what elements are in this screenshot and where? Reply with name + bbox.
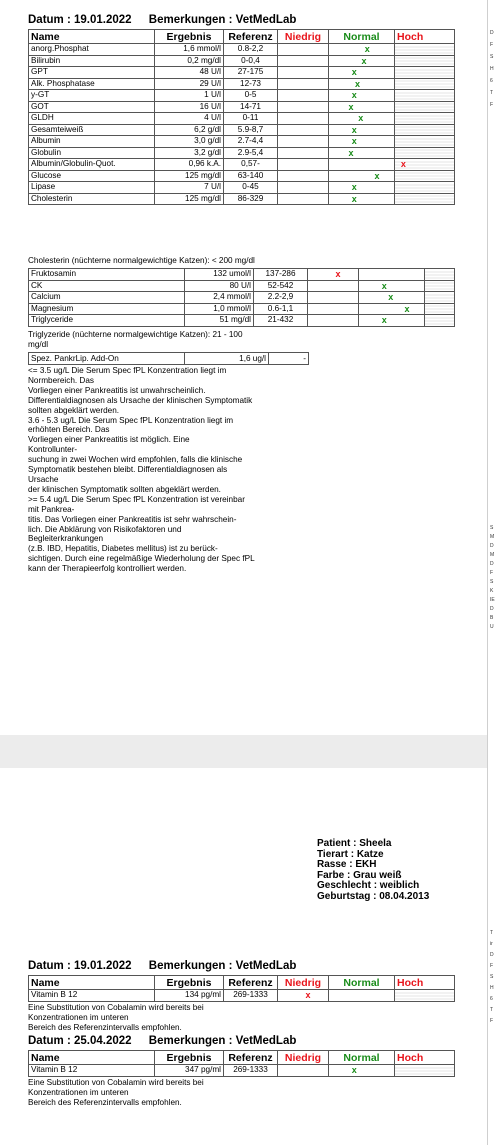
addon-text-line: 3.6 - 5.3 ug/L Die Serum Spec fPL Konzentration liegt im xyxy=(28,415,234,425)
vitb12-note-line: Konzentrationen im unteren xyxy=(28,1087,129,1097)
patient-info xyxy=(317,839,429,903)
table-row xyxy=(29,170,455,182)
table-header-row xyxy=(29,976,455,990)
lab-results-table-2 xyxy=(28,268,455,327)
row-name: Globulin xyxy=(29,147,155,159)
column-header-normal: Normal xyxy=(329,1051,395,1065)
row-flag-hoch xyxy=(425,269,455,281)
result-flag-mark: x xyxy=(351,182,357,192)
vitb12-note-1 xyxy=(28,1003,313,1033)
row-referenz: 2.9-5,4 xyxy=(224,147,278,159)
row-flag-hoch xyxy=(395,136,455,148)
column-header-ergebnis: Ergebnis xyxy=(155,1051,224,1065)
row-flag-hoch xyxy=(395,67,455,79)
row-flag-normal xyxy=(359,292,425,304)
row-name: y-GT xyxy=(29,90,155,102)
addon-name: Spez. PankrLip. Add-On xyxy=(29,353,185,365)
row-flag-normal xyxy=(329,159,395,171)
result-flag-mark: x xyxy=(351,1065,357,1075)
row-name: CK xyxy=(29,280,185,292)
addon-text-line: Ursache xyxy=(28,474,59,484)
row-flag-niedrig xyxy=(308,315,359,327)
table-row xyxy=(29,113,455,125)
vitb12-table-1 xyxy=(28,975,455,1002)
edge-letter: T xyxy=(490,1007,494,1013)
row-ergebnis: 51 mg/dl xyxy=(185,315,254,327)
addon-text-line: lich. Die Abklärung von Risikofaktoren und xyxy=(28,524,182,534)
addon-text-line: suchung in zwei Wochen wird empfohlen, falls die klinische xyxy=(28,455,243,465)
result-flag-mark: x xyxy=(355,78,361,89)
row-ergebnis: 0,2 mg/dl xyxy=(155,55,224,67)
result-flag-mark: x xyxy=(335,269,341,279)
row-ergebnis: 134 pg/ml xyxy=(155,990,224,1002)
edge-letter: D xyxy=(490,561,494,567)
row-name: Calcium xyxy=(29,292,185,304)
edge-letter: T xyxy=(490,90,494,96)
row-flag-normal xyxy=(329,990,395,1002)
column-header-hoch: Hoch xyxy=(395,30,455,44)
row-ergebnis: 80 U/l xyxy=(185,280,254,292)
row-referenz: 12-73 xyxy=(224,78,278,90)
row-referenz: 0-0,4 xyxy=(224,55,278,67)
row-flag-niedrig xyxy=(278,182,329,194)
table-row xyxy=(29,315,455,327)
row-referenz: 5.9-8,7 xyxy=(224,124,278,136)
table-row xyxy=(29,147,455,159)
row-name: Albumin xyxy=(29,136,155,148)
result-flag-mark: x xyxy=(361,55,367,66)
patient-birthday: Geburtstag : 08.04.2013 xyxy=(317,890,430,902)
row-name: Glucose xyxy=(29,170,155,182)
row-referenz: 0.6-1,1 xyxy=(254,303,308,315)
edge-letter: H xyxy=(490,985,494,991)
row-flag-hoch xyxy=(395,101,455,113)
row-flag-hoch xyxy=(395,113,455,125)
result-flag-mark: x xyxy=(400,159,406,169)
result-flag-mark: x xyxy=(351,193,357,204)
edge-letter: U xyxy=(490,624,494,630)
row-flag-hoch xyxy=(425,315,455,327)
edge-letter: D xyxy=(490,952,494,958)
row-flag-normal xyxy=(329,193,395,205)
column-header-name: Name xyxy=(29,1051,155,1065)
row-ergebnis: 1,6 mmol/l xyxy=(155,44,224,56)
result-flag-mark: x xyxy=(358,113,364,123)
triglyceride-note xyxy=(28,330,313,350)
row-name: GLDH xyxy=(29,113,155,125)
row-ergebnis: 347 pg/ml xyxy=(155,1065,224,1077)
row-referenz: 269-1333 xyxy=(224,1065,278,1077)
column-header-normal: Normal xyxy=(329,976,395,990)
addon-interpretation-text xyxy=(28,366,313,574)
row-flag-niedrig xyxy=(278,1065,329,1077)
row-referenz: 0,57- xyxy=(224,159,278,171)
table-row xyxy=(29,136,455,148)
cholesterin-note: Cholesterin (nüchterne normalgewichtige Katzen): < 200 mg/dl xyxy=(28,256,255,265)
row-ergebnis: 16 U/l xyxy=(155,101,224,113)
edge-letter: F xyxy=(490,963,494,969)
table-row xyxy=(29,124,455,136)
column-header-niedrig: Niedrig xyxy=(278,976,329,990)
result-flag-mark: x xyxy=(388,292,394,302)
edge-letter: 6 xyxy=(490,78,493,84)
table-header-row xyxy=(29,30,455,44)
vitb12-note-line: Eine Substitution von Cobalamin wird bereits bei xyxy=(28,1078,204,1087)
edge-letter: T xyxy=(490,930,494,936)
patient-species: Tierart : Katze xyxy=(317,848,384,860)
addon-text-line: Normbereich. Das xyxy=(28,375,94,385)
addon-text-line: (z.B. IBD, Hepatitis, Diabetes mellitus) ist zu berück- xyxy=(28,544,218,554)
row-flag-normal xyxy=(329,136,395,148)
row-ergebnis: 125 mg/dl xyxy=(155,170,224,182)
row-flag-normal xyxy=(329,170,395,182)
row-ergebnis: 3,2 g/dl xyxy=(155,147,224,159)
table-row xyxy=(29,67,455,79)
row-flag-hoch xyxy=(395,78,455,90)
row-ergebnis: 125 mg/dl xyxy=(155,193,224,205)
column-header-name: Name xyxy=(29,30,155,44)
addon-text-line: <= 3.5 ug/L Die Serum Spec fPL Konzentration liegt im xyxy=(28,366,227,375)
row-flag-hoch xyxy=(425,303,455,315)
patient-name: Patient : Sheela xyxy=(317,838,392,849)
result-flag-mark: x xyxy=(305,990,311,1000)
table-row xyxy=(29,44,455,56)
remarks-label: Bemerkungen : VetMedLab xyxy=(148,1035,297,1047)
row-name: Triglyceride xyxy=(29,315,185,327)
vitb12-table-2 xyxy=(28,1050,455,1077)
result-flag-mark: x xyxy=(381,280,387,291)
row-flag-normal xyxy=(329,147,395,159)
row-name: GOT xyxy=(29,101,155,113)
row-flag-normal xyxy=(329,67,395,79)
addon-table xyxy=(28,352,309,365)
row-referenz: 14-71 xyxy=(224,101,278,113)
date-label: Datum : 19.01.2022 xyxy=(28,14,132,26)
result-flag-mark: x xyxy=(351,67,357,77)
table-row xyxy=(29,280,455,292)
table-row xyxy=(29,90,455,102)
edge-letter: 6 xyxy=(490,996,493,1002)
adjacent-page-edge xyxy=(487,0,499,1145)
addon-value: 1,6 ug/l xyxy=(185,353,269,365)
column-header-name: Name xyxy=(29,976,155,990)
result-flag-mark: x xyxy=(364,44,370,54)
addon-text-line: Symptomatik bestehen bleibt. Differentialdiagnosen als xyxy=(28,465,228,475)
row-flag-normal xyxy=(329,124,395,136)
table-row xyxy=(29,182,455,194)
column-header-hoch: Hoch xyxy=(395,976,455,990)
result-flag-mark: x xyxy=(348,147,354,158)
vitb12-note-line: Bereich des Referenzintervalls empfohlen. xyxy=(28,1022,182,1032)
row-referenz: 86-329 xyxy=(224,193,278,205)
row-name: Lipase xyxy=(29,182,155,194)
addon-text-line: Kontrollunter- xyxy=(28,445,78,455)
row-flag-hoch xyxy=(395,124,455,136)
row-ergebnis: 0,96 k.A. xyxy=(155,159,224,171)
column-header-niedrig: Niedrig xyxy=(278,1051,329,1065)
row-ergebnis: 2,4 mmol/l xyxy=(185,292,254,304)
row-flag-niedrig xyxy=(308,303,359,315)
vitb12-note-2 xyxy=(28,1078,313,1108)
row-flag-normal xyxy=(329,113,395,125)
row-referenz: 27-175 xyxy=(224,67,278,79)
column-header-referenz: Referenz xyxy=(224,976,278,990)
row-flag-normal xyxy=(329,44,395,56)
row-name: Magnesium xyxy=(29,303,185,315)
table-row xyxy=(29,303,455,315)
patient-sex: Geschlecht : weiblich xyxy=(317,880,420,892)
row-flag-niedrig xyxy=(308,292,359,304)
row-flag-normal xyxy=(329,90,395,102)
addon-text-line: Vorliegen einer Pankreatitis ist unwahrscheinlich. xyxy=(28,385,206,395)
table-row xyxy=(29,990,455,1002)
row-flag-niedrig xyxy=(278,101,329,113)
edge-letter: S xyxy=(490,54,494,60)
table-row xyxy=(29,269,455,281)
addon-text-line: sollten abgeklärt werden. xyxy=(28,405,120,415)
row-name: anorg.Phosphat xyxy=(29,44,155,56)
row-name: GPT xyxy=(29,67,155,79)
row-flag-niedrig xyxy=(278,90,329,102)
row-flag-normal xyxy=(329,101,395,113)
row-ergebnis: 6,2 g/dl xyxy=(155,124,224,136)
edge-letter: D xyxy=(490,606,494,612)
addon-text-line: mit Pankrea- xyxy=(28,504,75,514)
patient-breed: Rasse : EKH xyxy=(317,859,377,871)
row-ergebnis: 48 U/l xyxy=(155,67,224,79)
report-header-vitb12-1 xyxy=(28,960,296,972)
row-referenz: 2.7-4,4 xyxy=(224,136,278,148)
addon-text-line: Differentialdiagnosen als Ursache der klinischen Symptomatik xyxy=(28,395,253,405)
row-flag-hoch xyxy=(395,1065,455,1077)
row-flag-niedrig xyxy=(278,113,329,125)
row-flag-niedrig xyxy=(278,55,329,67)
row-referenz: 52-542 xyxy=(254,280,308,292)
row-name: Cholesterin xyxy=(29,193,155,205)
row-flag-hoch xyxy=(395,90,455,102)
row-flag-niedrig xyxy=(278,990,329,1002)
remarks-label: Bemerkungen : VetMedLab xyxy=(148,960,297,972)
row-referenz: 63-140 xyxy=(224,170,278,182)
edge-letter: F xyxy=(490,102,494,108)
row-name: Fruktosamin xyxy=(29,269,185,281)
patient-color: Farbe : Grau weiß xyxy=(317,869,402,881)
edge-letter: F xyxy=(490,570,494,576)
row-flag-hoch xyxy=(425,280,455,292)
row-flag-niedrig xyxy=(278,136,329,148)
result-flag-mark: x xyxy=(374,170,380,181)
row-name: Vitamin B 12 xyxy=(29,990,155,1002)
edge-letter: B xyxy=(490,615,494,621)
row-flag-normal xyxy=(359,269,425,281)
row-flag-normal xyxy=(329,1065,395,1077)
row-ergebnis: 3,0 g/dl xyxy=(155,136,224,148)
addon-text-line: Vorliegen einer Pankreatitis ist möglich. Eine xyxy=(28,435,190,445)
row-referenz: 0-5 xyxy=(224,90,278,102)
result-flag-mark: x xyxy=(348,101,354,112)
row-flag-niedrig xyxy=(278,159,329,171)
report-header-vitb12-2 xyxy=(28,1035,296,1047)
edge-letter: M xyxy=(490,534,495,540)
addon-text-line: der klinischen Symptomatik sollten abgeklärt werden. xyxy=(28,484,221,494)
row-ergebnis: 1,0 mmol/l xyxy=(185,303,254,315)
date-label: Datum : 19.01.2022 xyxy=(28,960,132,972)
table-row xyxy=(29,159,455,171)
row-flag-hoch xyxy=(395,55,455,67)
row-referenz: 137-286 xyxy=(254,269,308,281)
vitb12-note-line: Konzentrationen im unteren xyxy=(28,1012,129,1022)
row-flag-hoch xyxy=(395,44,455,56)
column-header-referenz: Referenz xyxy=(224,1051,278,1065)
row-flag-hoch xyxy=(395,159,455,171)
table-row xyxy=(29,1065,455,1077)
addon-text-line: erhöhten Bereich. Das xyxy=(28,425,110,435)
result-flag-mark: x xyxy=(381,315,387,325)
row-ergebnis: 1 U/l xyxy=(155,90,224,102)
row-referenz: 0-45 xyxy=(224,182,278,194)
result-flag-mark: x xyxy=(351,136,357,146)
table-row xyxy=(29,101,455,113)
table-row xyxy=(29,193,455,205)
row-ergebnis: 4 U/l xyxy=(155,113,224,125)
row-flag-niedrig xyxy=(308,269,359,281)
row-flag-niedrig xyxy=(278,124,329,136)
lab-results-table xyxy=(28,29,455,205)
addon-text-line: >= 5.4 ug/L Die Serum Spec fPL Konzentration ist vereinbar xyxy=(28,494,245,504)
row-referenz: 21-432 xyxy=(254,315,308,327)
edge-letter: D xyxy=(490,543,494,549)
column-header-hoch: Hoch xyxy=(395,1051,455,1065)
result-flag-mark: x xyxy=(404,303,410,314)
addon-ref: - xyxy=(269,353,309,365)
row-name: Albumin/Globulin-Quot. xyxy=(29,159,155,171)
row-name: Alk. Phosphatase xyxy=(29,78,155,90)
report-header xyxy=(28,14,296,26)
row-flag-hoch xyxy=(395,182,455,194)
addon-text-line: kann der Therapieerfolg kontrolliert werden. xyxy=(28,564,187,574)
edge-letter: S xyxy=(490,525,494,531)
column-header-ergebnis: Ergebnis xyxy=(155,976,224,990)
row-ergebnis: 7 U/l xyxy=(155,182,224,194)
row-flag-normal xyxy=(359,315,425,327)
table-row xyxy=(29,78,455,90)
vitb12-note-line: Bereich des Referenzintervalls empfohlen. xyxy=(28,1097,182,1107)
row-flag-normal xyxy=(359,303,425,315)
row-flag-hoch xyxy=(425,292,455,304)
column-header-referenz: Referenz xyxy=(224,30,278,44)
edge-letter: ir xyxy=(490,941,493,947)
row-flag-niedrig xyxy=(278,44,329,56)
edge-letter: H xyxy=(490,66,494,72)
row-referenz: 2.2-2,9 xyxy=(254,292,308,304)
date-label: Datum : 25.04.2022 xyxy=(28,1035,132,1047)
table-row xyxy=(29,353,309,365)
row-flag-normal xyxy=(329,55,395,67)
edge-letter: F xyxy=(490,42,494,48)
row-flag-normal xyxy=(329,182,395,194)
page-gap xyxy=(0,735,499,768)
row-ergebnis: 132 umol/l xyxy=(185,269,254,281)
result-flag-mark: x xyxy=(351,90,357,100)
row-flag-hoch xyxy=(395,147,455,159)
edge-letter: K xyxy=(490,588,494,594)
row-flag-hoch xyxy=(395,990,455,1002)
row-flag-niedrig xyxy=(278,170,329,182)
vitb12-note-line: Eine Substitution von Cobalamin wird bereits bei xyxy=(28,1003,204,1012)
row-ergebnis: 29 U/l xyxy=(155,78,224,90)
table-row xyxy=(29,55,455,67)
edge-letter: IE xyxy=(490,597,495,603)
addon-text-line: sichtigen. Durch eine regelmäßige Wiederholung der Spec fPL xyxy=(28,554,255,564)
row-flag-normal xyxy=(329,78,395,90)
table-header-row xyxy=(29,1051,455,1065)
row-referenz: 269-1333 xyxy=(224,990,278,1002)
column-header-niedrig: Niedrig xyxy=(278,30,329,44)
row-name: Vitamin B 12 xyxy=(29,1065,155,1077)
triglyceride-note-line: Triglyzeride (nüchterne normalgewichtige Katzen): 21 - 100 xyxy=(28,330,243,339)
row-flag-niedrig xyxy=(278,67,329,79)
edge-letter: M xyxy=(490,552,495,558)
column-header-normal: Normal xyxy=(329,30,395,44)
row-flag-niedrig xyxy=(308,280,359,292)
addon-text-line: titis. Das Vorliegen einer Pankreatitis ist sehr wahrschein- xyxy=(28,514,237,524)
row-name: Bilirubin xyxy=(29,55,155,67)
edge-letter: S xyxy=(490,974,494,980)
row-flag-niedrig xyxy=(278,78,329,90)
row-referenz: 0-11 xyxy=(224,113,278,125)
table-row xyxy=(29,292,455,304)
row-name: Gesamteiweiß xyxy=(29,124,155,136)
remarks-label: Bemerkungen : VetMedLab xyxy=(148,14,297,26)
edge-letter: S xyxy=(490,579,494,585)
row-flag-hoch xyxy=(395,193,455,205)
row-flag-niedrig xyxy=(278,193,329,205)
edge-letter: D xyxy=(490,30,494,36)
result-flag-mark: x xyxy=(351,124,357,135)
row-flag-niedrig xyxy=(278,147,329,159)
edge-letter: F xyxy=(490,1018,494,1024)
row-flag-normal xyxy=(359,280,425,292)
triglyceride-note-line: mg/dl xyxy=(28,339,49,349)
addon-text-line: Begleiterkrankungen xyxy=(28,534,104,544)
column-header-ergebnis: Ergebnis xyxy=(155,30,224,44)
row-referenz: 0.8-2,2 xyxy=(224,44,278,56)
row-flag-hoch xyxy=(395,170,455,182)
